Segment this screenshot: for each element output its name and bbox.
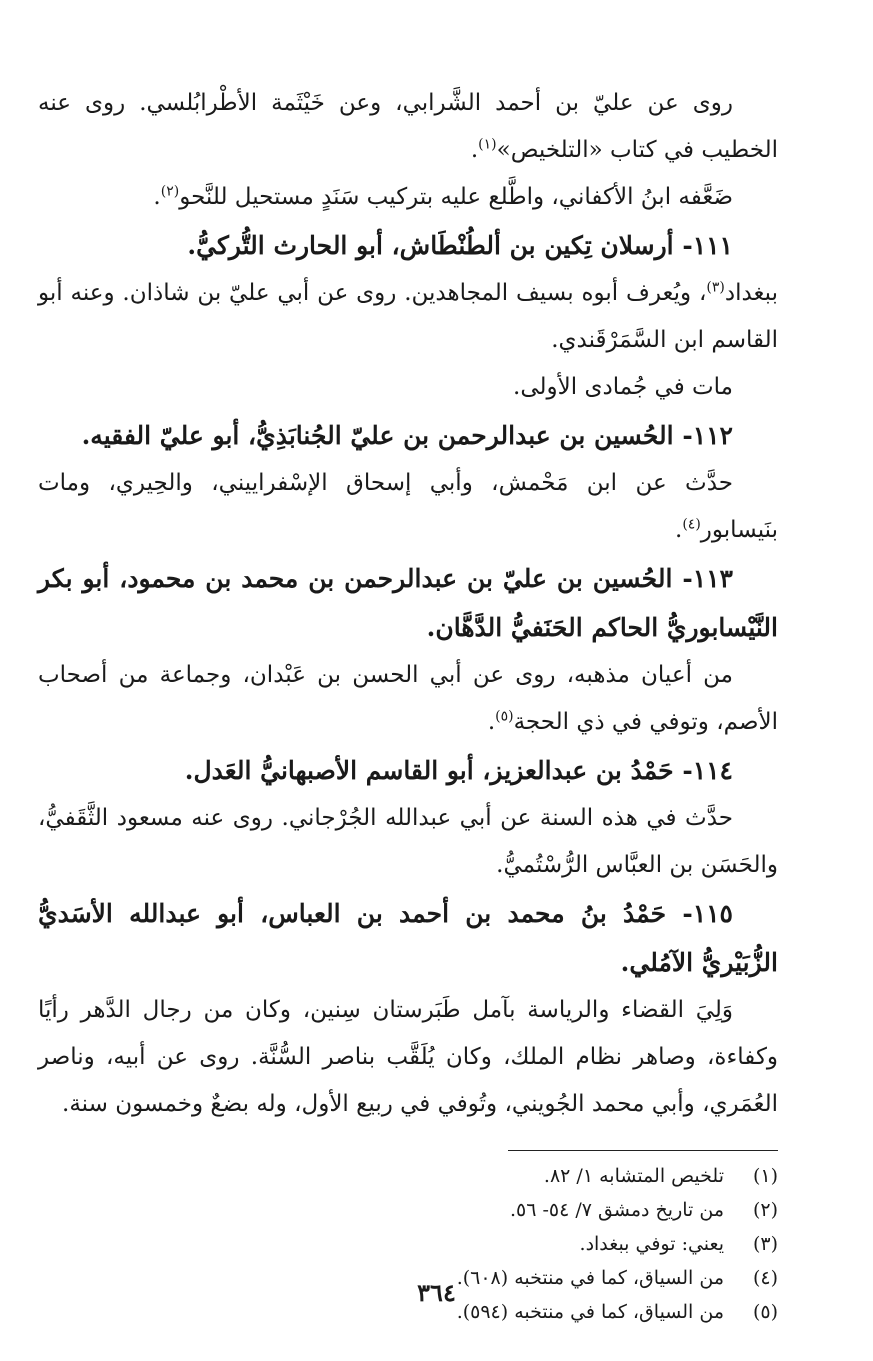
paragraph-text: ببغداد	[724, 280, 778, 306]
footnote-item	[38, 1159, 778, 1193]
paragraph-text: حدَّث عن ابن مَحْمش، وأبي إسحاق الإسْفراييني، والحِيري، ومات بنَيسابور	[38, 470, 778, 543]
body-paragraph	[38, 987, 778, 1128]
body-paragraph	[38, 652, 778, 746]
paragraph-text: مات في جُمادى الأولى.	[513, 374, 733, 400]
footnote-text: من تاريخ دمشق ٧/ ٥٤- ٥٦.	[509, 1199, 724, 1221]
entry-heading	[38, 554, 778, 652]
paragraph-text: ١١٣- الحُسين بن عليّ بن عبدالرحمن بن محمد بن محمود، أبو بكر النَّيْسابوريُّ الحاكم الحَنَفيُّ الدَّهَّان.	[38, 564, 778, 642]
footnote-number: (٢)	[752, 1199, 778, 1221]
footnote-text: تلخيص المتشابه ١/ ٨٢.	[543, 1165, 724, 1187]
footnote-text: يعني: توفي ببغداد.	[579, 1233, 724, 1255]
footnote-text: من السياق، كما في منتخبه (٦٠٨).	[456, 1267, 724, 1289]
entry-heading	[38, 221, 778, 270]
paragraph-tail: ، ويُعرف أبوه بسيف المجاهدين. روى عن أبي عليّ بن شاذان. وعنه أبو القاسم ابن السَّمَرْقَندي.	[38, 280, 778, 353]
paragraph-text: ١١٤- حَمْدُ بن عبدالعزيز، أبو القاسم الأصبهانيُّ العَدل.	[184, 756, 733, 785]
body-paragraph	[38, 364, 778, 411]
paragraph-text: وَلِيَ القضاء والرياسة بآمل طَبَرستان سِنين، وكان من رجال الدَّهر رأيًا وكفاءة، وصاهر نظام الملك، وكان يُلَقَّب بناصر السُّنَّة. روى عن أبيه، وناصر العُمَري، وأبي محمد الجُويني، وتُوفي في ربيع الأول، وله بضعٌ وخمسون سنة.	[38, 997, 778, 1117]
body-paragraph	[38, 795, 778, 889]
footnote-separator	[508, 1150, 778, 1151]
body-paragraph	[38, 270, 778, 364]
paragraph-tail: .	[153, 184, 161, 210]
footnote-marker[interactable]: (١)	[478, 136, 497, 153]
body-paragraph	[38, 460, 778, 554]
footnote-marker[interactable]: (٣)	[706, 279, 725, 296]
footnote-number: (٥)	[752, 1301, 778, 1323]
main-text	[38, 80, 778, 1128]
footnote-marker[interactable]: (٥)	[495, 708, 514, 725]
entry-heading	[38, 746, 778, 795]
paragraph-text: حدَّث في هذه السنة عن أبي عبدالله الجُرْجاني. روى عنه مسعود الثَّقَفيُّ، والحَسَن بن العبَّاس الرُّسْتُميُّ.	[38, 805, 778, 878]
entry-heading	[38, 889, 778, 987]
paragraph-text: ضَعَّفه ابنُ الأكفاني، واطَّلع عليه بتركيب سَنَدٍ مستحيل للنَّحو	[179, 184, 733, 210]
paragraph-text: ١١٥- حَمْدُ بنُ محمد بن أحمد بن العباس، أبو عبدالله الأسَديُّ الزُّبَيْريُّ الآمُلي.	[38, 899, 778, 977]
paragraph-text: من أعيان مذهبه، روى عن أبي الحسن بن عَبْدان، وجماعة من أصحاب الأصم، وتوفي في ذي الحجة	[38, 662, 778, 735]
footnote-number: (١)	[752, 1165, 778, 1187]
paragraph-text: ١١١- أرسلان تِكين بن ألطُنْطَاش، أبو الحارث التُّركيُّ.	[187, 231, 733, 260]
footnote-number: (٤)	[752, 1267, 778, 1289]
paragraph-text: روى عن عليّ بن أحمد الشَّرابي، وعن خَيْثَمة الأطْرابُلسي. روى عنه الخطيب في كتاب «التلخيص»	[38, 90, 778, 163]
footnote-marker[interactable]: (٤)	[682, 516, 701, 533]
footnote-item	[38, 1227, 778, 1261]
paragraph-tail: .	[487, 709, 496, 735]
footnote-number: (٣)	[752, 1233, 778, 1255]
paragraph-tail: .	[675, 517, 683, 543]
body-paragraph	[38, 174, 778, 221]
footnote-item	[38, 1193, 778, 1227]
paragraph-text: ١١٢- الحُسين بن عبدالرحمن بن عليّ الجُنابَذِيُّ، أبو عليّ الفقيه.	[81, 421, 733, 450]
paragraph-tail: .	[470, 137, 479, 163]
entry-heading	[38, 411, 778, 460]
footnote-text: من السياق، كما في منتخبه (٥٩٤).	[456, 1301, 724, 1323]
body-paragraph	[38, 80, 778, 174]
page-number: ٣٦٤	[417, 1278, 456, 1307]
footnote-marker[interactable]: (٢)	[160, 183, 180, 200]
